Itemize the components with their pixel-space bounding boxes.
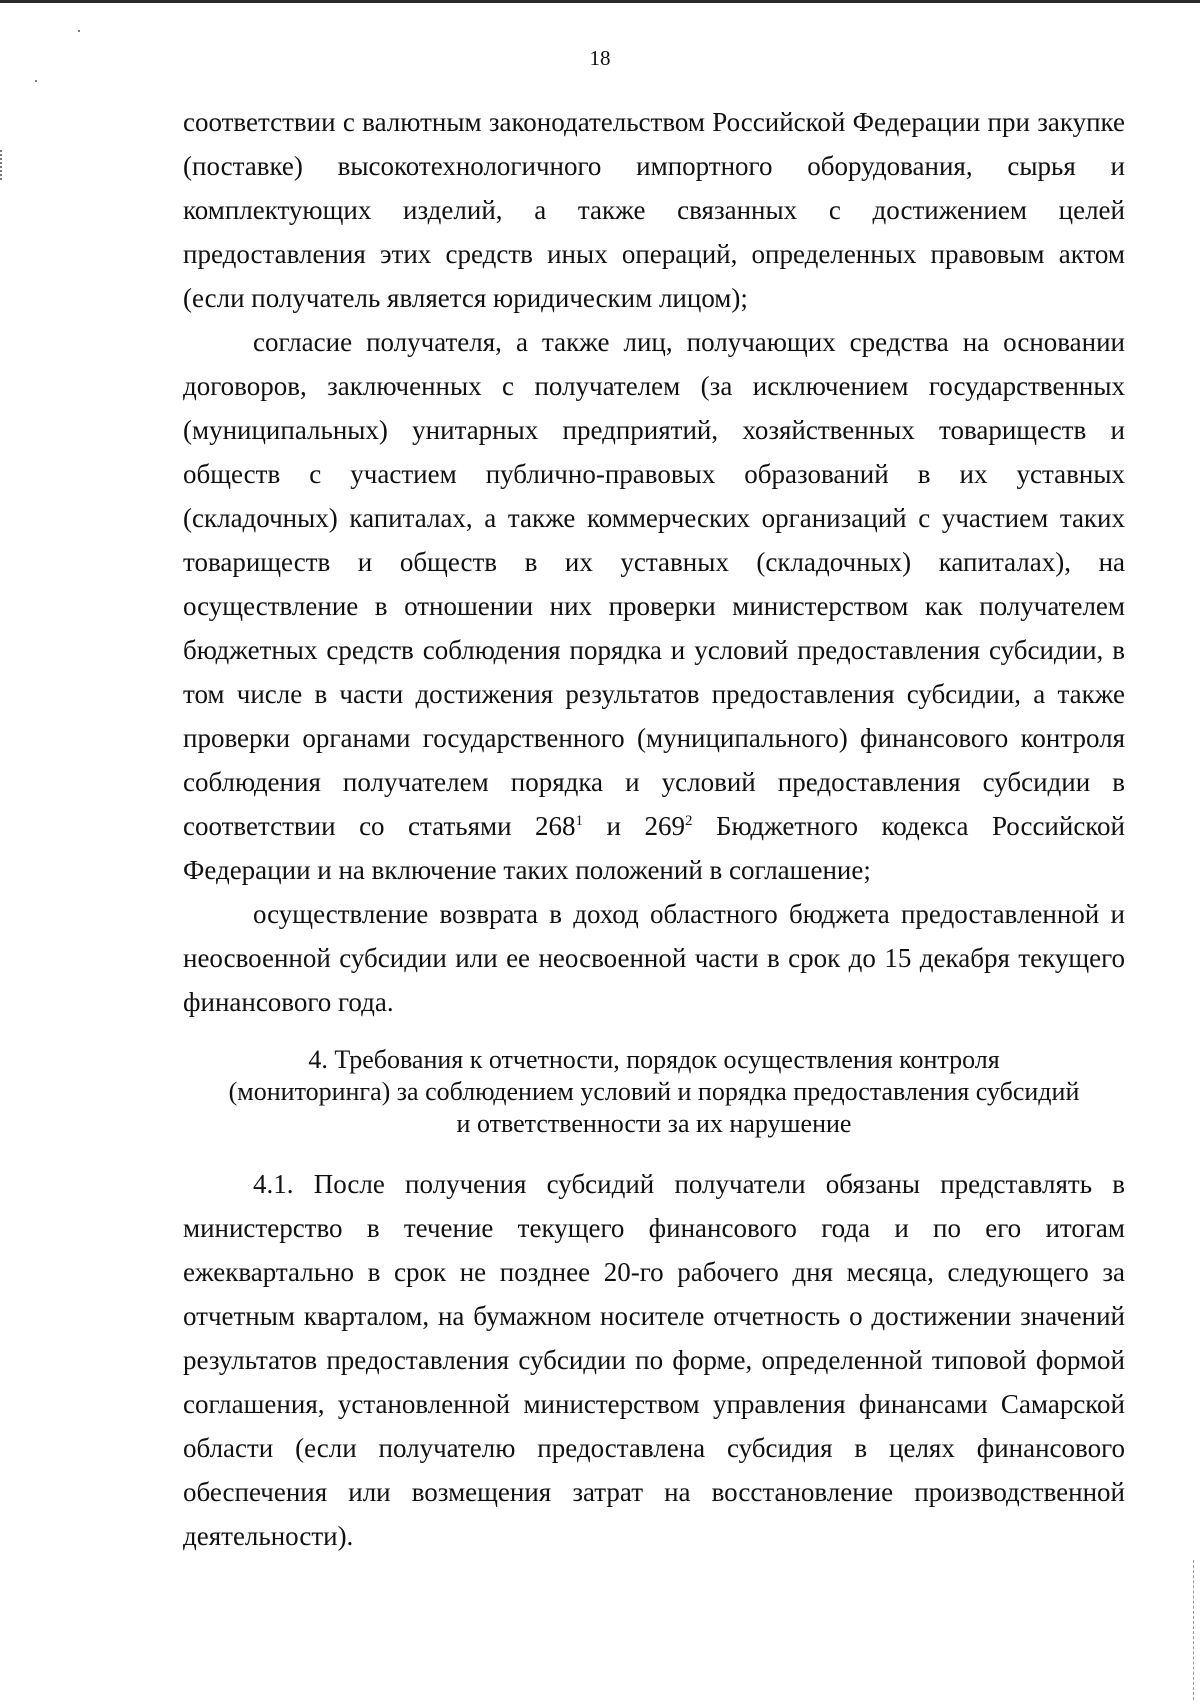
article-number-1: 268 (535, 811, 576, 841)
article-number-2: 269 (644, 811, 686, 841)
document-body (183, 100, 1125, 1558)
scan-speck (78, 30, 80, 32)
paragraph-reporting: 4.1. После получения субсидий получатели обязаны представлять в министерство в течение текущего финансового года и по его итогам ежеквартально в срок не позднее 20-го рабочего дня месяца, следующего за отчетным кварталом, на бумажном носителе отчетность о достижении значений результатов предоставления субсидии по форме, определенной типовой формой соглашения, установленной министерством управления финансами Самарской области (если получателю предоставлена субсидия в целях финансового обеспечения или возмещения затрат на восстановление производственной деятельности). (183, 1169, 1125, 1551)
paragraph-consent-tail: Бюджетного кодекса Российской Федерации и на включение таких положений в соглашение; (183, 811, 1126, 885)
section-heading-line-3: и ответственности за их нарушение (456, 1109, 852, 1138)
article-superscript-2: 2 (685, 813, 693, 829)
paragraph-refund: осуществление возврата в доход областного бюджета предоставленной и неосвоенной субсидии или ее неосвоенной части в срок до 15 декабря текущего финансового года. (183, 899, 1125, 1017)
paragraph-consent (183, 320, 1125, 892)
paragraph-consent-text: согласие получателя, а также лиц, получающих средства на основании договоров, заключенных с получателем (за исключением государственных (муниципальных) унитарных предприятий, хозяйственных товариществ и обществ с участием публично-правовых образований в их уставных (складочных) капиталах, а также коммерческих организаций с участием таких товариществ и обществ в их уставных (складочных) капиталах), на осуществление в отношении них проверки министерством как получателем бюджетных средств соблюдения порядка и условий предоставления субсидии, в том числе в части достижения результатов предоставления субсидии, а также проверки органами государственного (муниципального) финансового контроля соблюдения получателем порядка и условий предоставления субсидии в соответствии со статьями (183, 327, 1125, 841)
section-heading-line-1: 4. Требования к отчетности, порядок осуществления контроля (308, 1045, 1000, 1074)
page-number: 18 (589, 46, 611, 70)
scan-border-top (0, 0, 1200, 3)
article-superscript-1: 1 (575, 813, 584, 829)
scan-speck (35, 80, 37, 82)
paragraph-continuation: соответствии с валютным законодательством Российской Федерации при закупке (поставке) высокотехнологичного импортного оборудования, сырья и комплектующих изделий, а также связанных с достижением целей предоставления этих средств иных операций, определенных правовым актом (если получатель является юридическим лицом); (183, 107, 1125, 313)
scan-artifact-left (0, 150, 2, 180)
section-heading (183, 1044, 1125, 1140)
section-heading-line-2: (мониторинга) за соблюдением условий и порядка предоставления субсидий (228, 1077, 1080, 1106)
conjunction-text: и (583, 811, 645, 841)
scan-artifact-right (1193, 1560, 1194, 1700)
